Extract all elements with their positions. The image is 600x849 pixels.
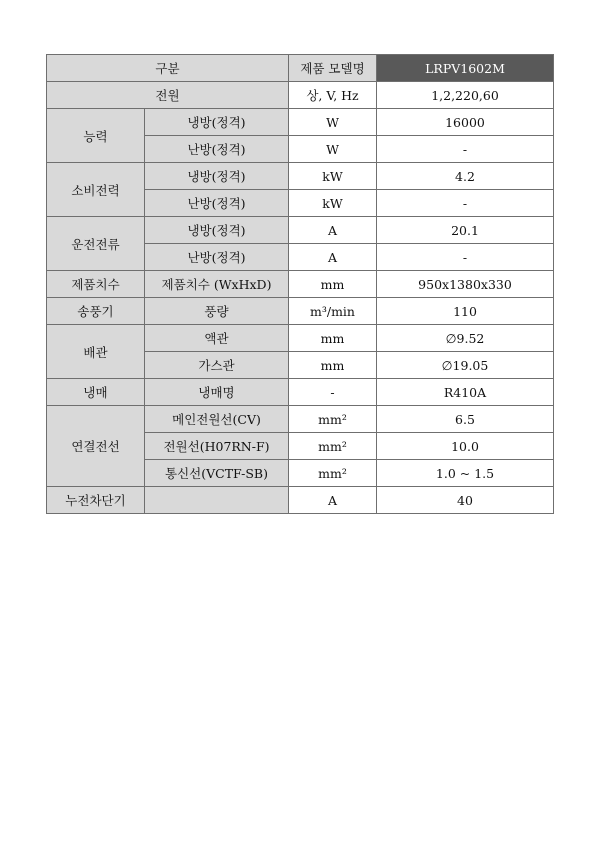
row-value: 16000 [377, 109, 554, 136]
row-subcategory: 냉매명 [145, 379, 289, 406]
row-value: ∅9.52 [377, 325, 554, 352]
row-category: 제품치수 [47, 271, 145, 298]
table-row [47, 109, 554, 136]
row-value: 40 [377, 487, 554, 514]
spec-table [46, 54, 554, 514]
row-unit: mm² [289, 460, 377, 487]
row-subcategory: 액관 [145, 325, 289, 352]
row-subcategory: 난방(정격) [145, 244, 289, 271]
row-category: 전원 [47, 82, 289, 109]
row-category: 운전전류 [47, 217, 145, 271]
row-unit: mm² [289, 433, 377, 460]
table-row [47, 325, 554, 352]
row-subcategory: 난방(정격) [145, 190, 289, 217]
row-unit: mm [289, 271, 377, 298]
header-model-label: 제품 모델명 [289, 55, 377, 82]
row-value: 1,2,220,60 [377, 82, 554, 109]
row-subcategory: 전원선(H07RN-F) [145, 433, 289, 460]
row-unit: kW [289, 163, 377, 190]
row-value: 20.1 [377, 217, 554, 244]
row-subcategory-empty [145, 487, 289, 514]
row-subcategory: 풍량 [145, 298, 289, 325]
row-category: 배관 [47, 325, 145, 379]
row-subcategory: 냉방(정격) [145, 109, 289, 136]
row-category: 냉매 [47, 379, 145, 406]
row-category: 소비전력 [47, 163, 145, 217]
row-unit: 상, V, Hz [289, 82, 377, 109]
row-subcategory: 가스관 [145, 352, 289, 379]
row-category: 능력 [47, 109, 145, 163]
table-row [47, 487, 554, 514]
table-row [47, 217, 554, 244]
row-unit: - [289, 379, 377, 406]
row-category: 연결전선 [47, 406, 145, 487]
row-value: 950x1380x330 [377, 271, 554, 298]
header-model-name: LRPV1602M [377, 55, 554, 82]
row-value: 4.2 [377, 163, 554, 190]
header-category: 구분 [47, 55, 289, 82]
row-subcategory: 냉방(정격) [145, 217, 289, 244]
row-category: 송풍기 [47, 298, 145, 325]
row-unit: kW [289, 190, 377, 217]
table-row [47, 298, 554, 325]
row-value: 110 [377, 298, 554, 325]
row-unit: W [289, 136, 377, 163]
row-subcategory: 냉방(정격) [145, 163, 289, 190]
row-unit: A [289, 487, 377, 514]
row-subcategory: 통신선(VCTF-SB) [145, 460, 289, 487]
table-row [47, 271, 554, 298]
row-subcategory: 메인전원선(CV) [145, 406, 289, 433]
row-unit: mm [289, 325, 377, 352]
row-value: - [377, 244, 554, 271]
row-value: 10.0 [377, 433, 554, 460]
row-value: 6.5 [377, 406, 554, 433]
table-row [47, 379, 554, 406]
table-row [47, 163, 554, 190]
row-unit: A [289, 244, 377, 271]
table-header-row [47, 55, 554, 82]
row-unit: mm [289, 352, 377, 379]
row-subcategory: 난방(정격) [145, 136, 289, 163]
row-category: 누전차단기 [47, 487, 145, 514]
row-value: R410A [377, 379, 554, 406]
row-value: ∅19.05 [377, 352, 554, 379]
table-row [47, 406, 554, 433]
row-unit: W [289, 109, 377, 136]
row-unit: m³/min [289, 298, 377, 325]
row-value: - [377, 136, 554, 163]
row-value: 1.0 ~ 1.5 [377, 460, 554, 487]
row-subcategory: 제품치수 (WxHxD) [145, 271, 289, 298]
row-value: - [377, 190, 554, 217]
row-unit: A [289, 217, 377, 244]
table-row [47, 82, 554, 109]
row-unit: mm² [289, 406, 377, 433]
